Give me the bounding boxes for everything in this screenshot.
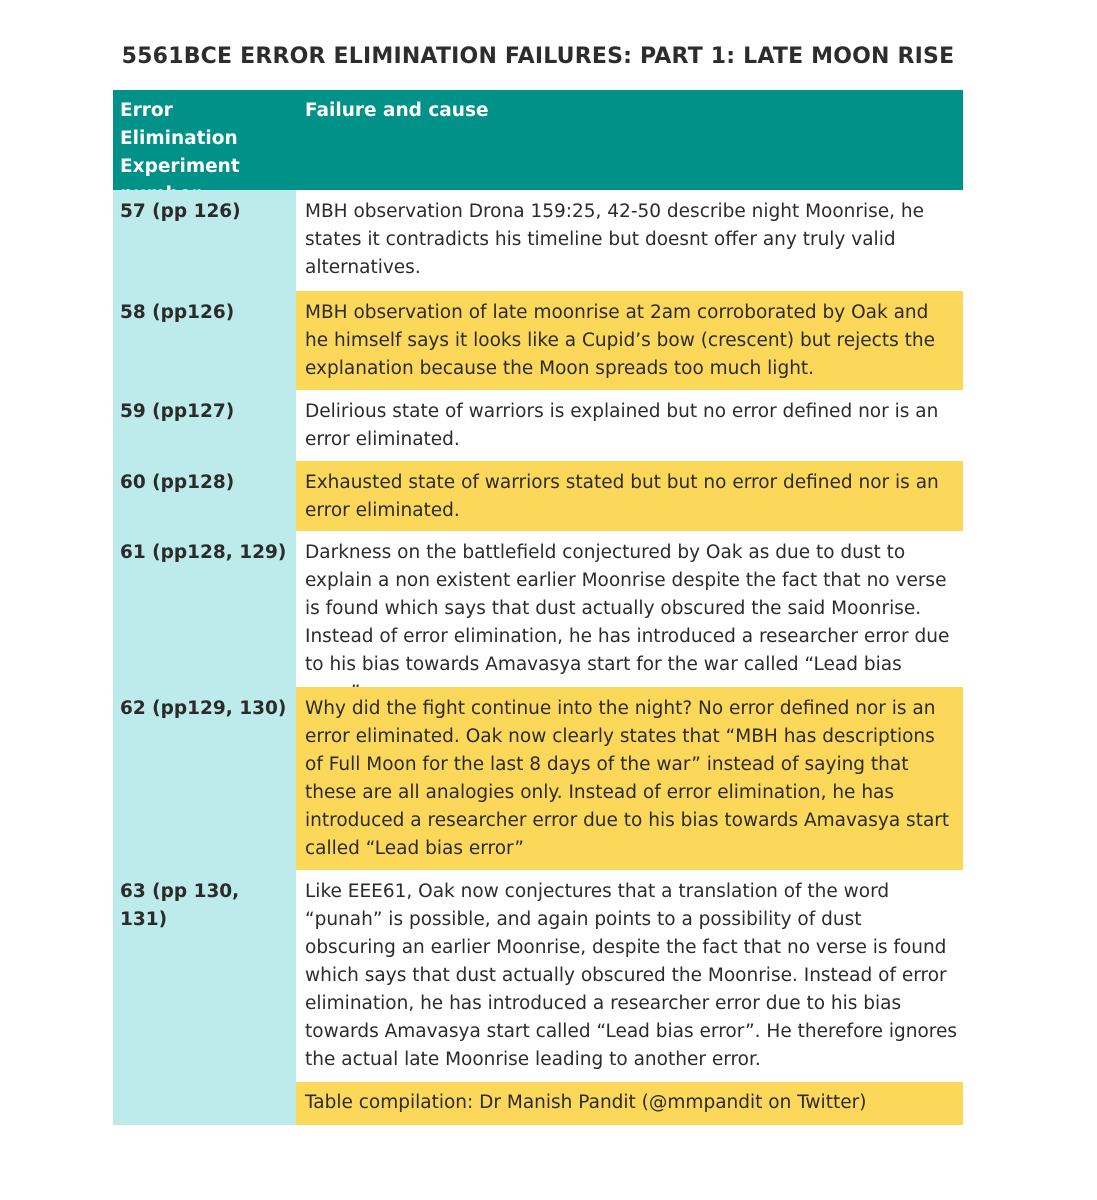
table-compilation-credit: Table compilation: Dr Manish Pandit (@mmpandit on Twitter) <box>296 1082 963 1125</box>
experiment-number: 61 (pp128, 129) <box>113 531 296 687</box>
failure-cause: MBH observation of late moonrise at 2am corroborated by Oak and he himself says it looks like a Cupid’s bow (crescent) but rejects the explanation because the Moon spreads too much light. <box>296 291 963 390</box>
error-table <box>113 90 963 1125</box>
footer-number-cell <box>113 1082 296 1125</box>
table-row <box>113 190 963 291</box>
table-row <box>113 531 963 687</box>
table-row <box>113 461 963 531</box>
table-row <box>113 870 963 1082</box>
experiment-number: 58 (pp126) <box>113 291 296 390</box>
experiment-number: 63 (pp 130, 131) <box>113 870 296 1082</box>
experiment-number: 60 (pp128) <box>113 461 296 531</box>
failure-cause: Darkness on the battlefield conjectured by Oak as due to dust to explain a non existent earlier Moonrise despite the fact that no verse is found which says that dust actually obscured the said Moonrise. Instead of error elimination, he has introduced a researcher error due to his bias towards Amavasya start for the war called “Lead bias <box>296 531 963 687</box>
header-failure-cause: Failure and cause <box>296 90 963 190</box>
failure-cause: Like EEE61, Oak now conjectures that a translation of the word “punah” is possible, and again points to a possibility of dust obscuring an earlier Moonrise, despite the fact that no verse is found which says that dust actually obscured the Moonrise. Instead of error elimination, he has introduced a researcher error due to his bias towards Amavasya start called “Lead bias error”. He therefore ignores the actual late Moonrise leading to another error. <box>296 870 963 1082</box>
table-row <box>113 390 963 461</box>
table-row <box>113 291 963 390</box>
failure-cause: MBH observation Drona 159:25, 42-50 describe night Moonrise, he states it contradicts his timeline but doesnt offer any truly valid alternatives. <box>296 190 963 291</box>
experiment-number: 62 (pp129, 130) <box>113 687 296 870</box>
experiment-number: 59 (pp127) <box>113 390 296 461</box>
failure-cause: Delirious state of warriors is explained but no error defined nor is an error eliminated. <box>296 390 963 461</box>
experiment-number: 57 (pp 126) <box>113 190 296 291</box>
table-row <box>113 687 963 870</box>
failure-cause: Exhausted state of warriors stated but but no error defined nor is an error eliminated. <box>296 461 963 531</box>
failure-cause: Why did the fight continue into the night? No error defined nor is an error eliminated. Oak now clearly states that “MBH has descriptions of Full Moon for the last 8 days of the war” instead of saying that these are all analogies only. Instead of error elimination, he has introduced a researcher error due to his bias towards Amavasya start called “Lead bias error” <box>296 687 963 870</box>
table-header-row <box>113 90 963 190</box>
header-experiment-number: Error Elimination Experiment <box>113 90 296 190</box>
table-footer-row <box>113 1082 963 1125</box>
page-title: 5561BCE ERROR ELIMINATION FAILURES: PART 1: LATE MOON RISE <box>121 44 955 69</box>
